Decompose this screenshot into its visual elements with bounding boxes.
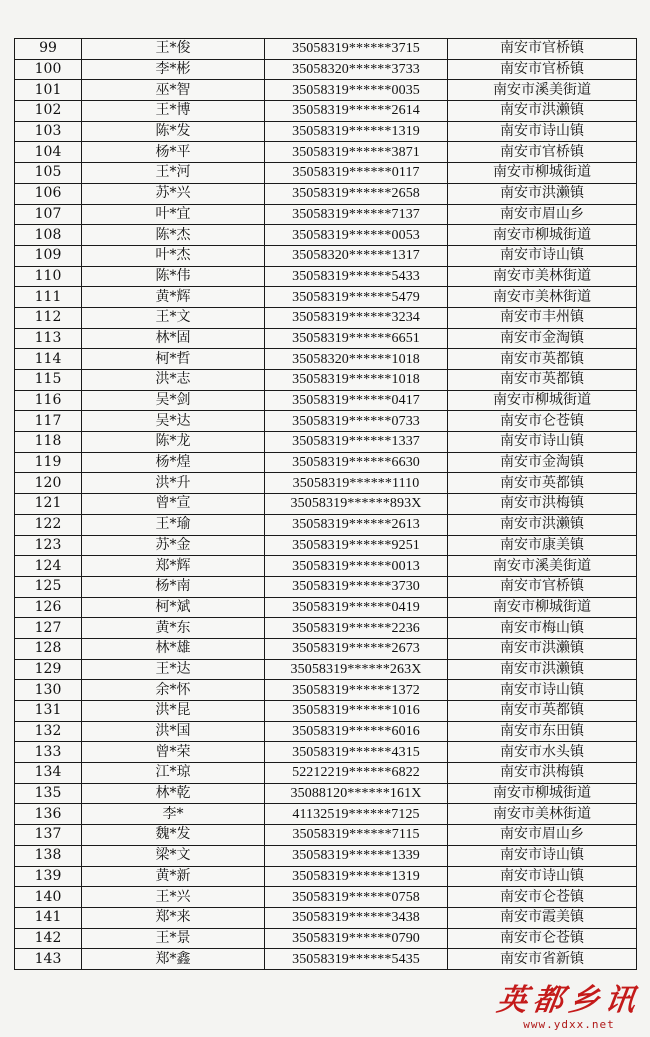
table-row bbox=[15, 121, 637, 142]
address-cell: 南安市金淘镇 bbox=[448, 328, 637, 349]
table-row bbox=[15, 638, 637, 659]
id-number-cell: 35058319******893X bbox=[265, 494, 448, 515]
table-row bbox=[15, 783, 637, 804]
table-row bbox=[15, 887, 637, 908]
table-row bbox=[15, 514, 637, 535]
address-cell: 南安市诗山镇 bbox=[448, 245, 637, 266]
row-number-cell: 133 bbox=[15, 742, 82, 763]
address-cell: 南安市洪梅镇 bbox=[448, 763, 637, 784]
row-number-cell: 120 bbox=[15, 473, 82, 494]
id-number-cell: 35058319******9251 bbox=[265, 535, 448, 556]
row-number-cell: 136 bbox=[15, 804, 82, 825]
row-number-cell: 117 bbox=[15, 411, 82, 432]
id-number-cell: 35058319******7115 bbox=[265, 825, 448, 846]
person-name-cell: 洪*昆 bbox=[82, 701, 265, 722]
table-row bbox=[15, 390, 637, 411]
watermark-title: 英都乡讯 bbox=[494, 983, 644, 1018]
id-number-cell: 35058319******5479 bbox=[265, 287, 448, 308]
row-number-cell: 110 bbox=[15, 266, 82, 287]
person-name-cell: 魏*发 bbox=[82, 825, 265, 846]
table-row bbox=[15, 804, 637, 825]
table-row bbox=[15, 494, 637, 515]
id-number-cell: 52212219******6822 bbox=[265, 763, 448, 784]
table-row bbox=[15, 59, 637, 80]
person-name-cell: 江*琼 bbox=[82, 763, 265, 784]
id-number-cell: 35058319******0419 bbox=[265, 597, 448, 618]
table-row bbox=[15, 163, 637, 184]
address-cell: 南安市仑苍镇 bbox=[448, 928, 637, 949]
id-number-cell: 35058320******1018 bbox=[265, 349, 448, 370]
person-name-cell: 陈*发 bbox=[82, 121, 265, 142]
id-number-cell: 35058319******1319 bbox=[265, 866, 448, 887]
table-row bbox=[15, 245, 637, 266]
table-row bbox=[15, 763, 637, 784]
row-number-cell: 129 bbox=[15, 659, 82, 680]
table-row bbox=[15, 556, 637, 577]
person-name-cell: 林*乾 bbox=[82, 783, 265, 804]
person-name-cell: 叶*宜 bbox=[82, 204, 265, 225]
table-row bbox=[15, 742, 637, 763]
person-name-cell: 苏*金 bbox=[82, 535, 265, 556]
person-name-cell: 叶*杰 bbox=[82, 245, 265, 266]
watermark bbox=[494, 984, 644, 1031]
row-number-cell: 106 bbox=[15, 183, 82, 204]
row-number-cell: 102 bbox=[15, 101, 82, 122]
person-name-cell: 王*博 bbox=[82, 101, 265, 122]
row-number-cell: 116 bbox=[15, 390, 82, 411]
table-row bbox=[15, 907, 637, 928]
id-number-cell: 35058320******1317 bbox=[265, 245, 448, 266]
id-number-cell: 35058319******5435 bbox=[265, 949, 448, 970]
address-cell: 南安市美林街道 bbox=[448, 266, 637, 287]
row-number-cell: 115 bbox=[15, 370, 82, 391]
watermark-url: www.ydxx.net bbox=[523, 1018, 615, 1031]
row-number-cell: 105 bbox=[15, 163, 82, 184]
name-list-sheet bbox=[14, 38, 632, 970]
person-name-cell: 王*景 bbox=[82, 928, 265, 949]
table-row bbox=[15, 370, 637, 391]
person-name-cell: 李*彬 bbox=[82, 59, 265, 80]
id-number-cell: 35058319******2236 bbox=[265, 618, 448, 639]
row-number-cell: 109 bbox=[15, 245, 82, 266]
row-number-cell: 123 bbox=[15, 535, 82, 556]
id-number-cell: 35058319******6651 bbox=[265, 328, 448, 349]
table-row bbox=[15, 183, 637, 204]
person-name-cell: 李* bbox=[82, 804, 265, 825]
row-number-cell: 139 bbox=[15, 866, 82, 887]
id-number-cell: 35058319******6016 bbox=[265, 721, 448, 742]
table-row bbox=[15, 101, 637, 122]
id-number-cell: 35058319******5433 bbox=[265, 266, 448, 287]
address-cell: 南安市柳城街道 bbox=[448, 390, 637, 411]
address-cell: 南安市洪濑镇 bbox=[448, 101, 637, 122]
table-row bbox=[15, 142, 637, 163]
id-number-cell: 41132519******7125 bbox=[265, 804, 448, 825]
person-name-cell: 吴*达 bbox=[82, 411, 265, 432]
person-name-cell: 王*达 bbox=[82, 659, 265, 680]
row-number-cell: 113 bbox=[15, 328, 82, 349]
table-row bbox=[15, 432, 637, 453]
row-number-cell: 114 bbox=[15, 349, 82, 370]
address-cell: 南安市仑苍镇 bbox=[448, 411, 637, 432]
person-name-cell: 林*固 bbox=[82, 328, 265, 349]
address-cell: 南安市省新镇 bbox=[448, 949, 637, 970]
address-cell: 南安市丰州镇 bbox=[448, 307, 637, 328]
row-number-cell: 137 bbox=[15, 825, 82, 846]
table-row bbox=[15, 618, 637, 639]
person-name-cell: 郑*来 bbox=[82, 907, 265, 928]
person-name-cell: 曾*宣 bbox=[82, 494, 265, 515]
row-number-cell: 142 bbox=[15, 928, 82, 949]
id-number-cell: 35058319******2614 bbox=[265, 101, 448, 122]
table-row bbox=[15, 576, 637, 597]
row-number-cell: 130 bbox=[15, 680, 82, 701]
id-number-cell: 35058319******1372 bbox=[265, 680, 448, 701]
id-number-cell: 35058319******2658 bbox=[265, 183, 448, 204]
row-number-cell: 99 bbox=[15, 39, 82, 60]
person-name-cell: 黄*东 bbox=[82, 618, 265, 639]
table-row bbox=[15, 225, 637, 246]
row-number-cell: 127 bbox=[15, 618, 82, 639]
address-cell: 南安市溪美街道 bbox=[448, 556, 637, 577]
row-number-cell: 128 bbox=[15, 638, 82, 659]
address-cell: 南安市康美镇 bbox=[448, 535, 637, 556]
row-number-cell: 101 bbox=[15, 80, 82, 101]
id-number-cell: 35058319******1339 bbox=[265, 845, 448, 866]
address-cell: 南安市诗山镇 bbox=[448, 680, 637, 701]
row-number-cell: 140 bbox=[15, 887, 82, 908]
row-number-cell: 103 bbox=[15, 121, 82, 142]
table-row bbox=[15, 328, 637, 349]
person-name-cell: 余*怀 bbox=[82, 680, 265, 701]
table-row bbox=[15, 39, 637, 60]
table-row bbox=[15, 721, 637, 742]
row-number-cell: 118 bbox=[15, 432, 82, 453]
row-number-cell: 112 bbox=[15, 307, 82, 328]
address-cell: 南安市柳城街道 bbox=[448, 597, 637, 618]
table-row bbox=[15, 349, 637, 370]
address-cell: 南安市柳城街道 bbox=[448, 225, 637, 246]
person-name-cell: 柯*哲 bbox=[82, 349, 265, 370]
address-cell: 南安市洪濑镇 bbox=[448, 514, 637, 535]
person-name-cell: 陈*龙 bbox=[82, 432, 265, 453]
person-name-cell: 杨*南 bbox=[82, 576, 265, 597]
row-number-cell: 108 bbox=[15, 225, 82, 246]
id-number-cell: 35058319******0035 bbox=[265, 80, 448, 101]
table-row bbox=[15, 535, 637, 556]
person-name-cell: 王*文 bbox=[82, 307, 265, 328]
person-name-cell: 王*兴 bbox=[82, 887, 265, 908]
id-number-cell: 35058319******3715 bbox=[265, 39, 448, 60]
person-name-cell: 梁*文 bbox=[82, 845, 265, 866]
row-number-cell: 121 bbox=[15, 494, 82, 515]
row-number-cell: 107 bbox=[15, 204, 82, 225]
person-name-cell: 柯*斌 bbox=[82, 597, 265, 618]
row-number-cell: 141 bbox=[15, 907, 82, 928]
person-name-cell: 黄*辉 bbox=[82, 287, 265, 308]
address-cell: 南安市柳城街道 bbox=[448, 163, 637, 184]
address-cell: 南安市官桥镇 bbox=[448, 59, 637, 80]
id-number-cell: 35058319******3234 bbox=[265, 307, 448, 328]
person-name-cell: 洪*国 bbox=[82, 721, 265, 742]
person-name-cell: 黄*新 bbox=[82, 866, 265, 887]
table-row bbox=[15, 949, 637, 970]
table-row bbox=[15, 473, 637, 494]
id-number-cell: 35058319******0790 bbox=[265, 928, 448, 949]
id-number-cell: 35058319******1110 bbox=[265, 473, 448, 494]
table-row bbox=[15, 845, 637, 866]
address-cell: 南安市水头镇 bbox=[448, 742, 637, 763]
table-row bbox=[15, 80, 637, 101]
table-row bbox=[15, 452, 637, 473]
person-name-cell: 吴*剑 bbox=[82, 390, 265, 411]
id-number-cell: 35088120******161X bbox=[265, 783, 448, 804]
table-row bbox=[15, 928, 637, 949]
row-number-cell: 111 bbox=[15, 287, 82, 308]
id-number-cell: 35058320******3733 bbox=[265, 59, 448, 80]
person-name-cell: 王*俊 bbox=[82, 39, 265, 60]
person-name-cell: 王*河 bbox=[82, 163, 265, 184]
id-number-cell: 35058319******3438 bbox=[265, 907, 448, 928]
address-cell: 南安市眉山乡 bbox=[448, 825, 637, 846]
id-number-cell: 35058319******1016 bbox=[265, 701, 448, 722]
person-name-cell: 陈*杰 bbox=[82, 225, 265, 246]
person-name-cell: 洪*升 bbox=[82, 473, 265, 494]
address-cell: 南安市官桥镇 bbox=[448, 142, 637, 163]
table-row bbox=[15, 701, 637, 722]
address-cell: 南安市金淘镇 bbox=[448, 452, 637, 473]
id-number-cell: 35058319******1018 bbox=[265, 370, 448, 391]
address-cell: 南安市美林街道 bbox=[448, 287, 637, 308]
address-cell: 南安市东田镇 bbox=[448, 721, 637, 742]
id-number-cell: 35058319******0053 bbox=[265, 225, 448, 246]
id-number-cell: 35058319******2673 bbox=[265, 638, 448, 659]
table-row bbox=[15, 204, 637, 225]
address-cell: 南安市诗山镇 bbox=[448, 866, 637, 887]
address-cell: 南安市英都镇 bbox=[448, 370, 637, 391]
id-number-cell: 35058319******7137 bbox=[265, 204, 448, 225]
row-number-cell: 100 bbox=[15, 59, 82, 80]
person-name-cell: 巫*智 bbox=[82, 80, 265, 101]
table-row bbox=[15, 307, 637, 328]
person-name-cell: 王*瑜 bbox=[82, 514, 265, 535]
address-cell: 南安市溪美街道 bbox=[448, 80, 637, 101]
address-cell: 南安市英都镇 bbox=[448, 349, 637, 370]
row-number-cell: 138 bbox=[15, 845, 82, 866]
id-number-cell: 35058319******1337 bbox=[265, 432, 448, 453]
address-cell: 南安市洪梅镇 bbox=[448, 494, 637, 515]
row-number-cell: 125 bbox=[15, 576, 82, 597]
person-name-cell: 郑*辉 bbox=[82, 556, 265, 577]
id-number-cell: 35058319******6630 bbox=[265, 452, 448, 473]
id-number-cell: 35058319******0417 bbox=[265, 390, 448, 411]
id-number-cell: 35058319******1319 bbox=[265, 121, 448, 142]
row-number-cell: 104 bbox=[15, 142, 82, 163]
row-number-cell: 131 bbox=[15, 701, 82, 722]
row-number-cell: 122 bbox=[15, 514, 82, 535]
table-row bbox=[15, 411, 637, 432]
id-number-cell: 35058319******2613 bbox=[265, 514, 448, 535]
row-number-cell: 134 bbox=[15, 763, 82, 784]
address-cell: 南安市眉山乡 bbox=[448, 204, 637, 225]
id-number-cell: 35058319******0758 bbox=[265, 887, 448, 908]
person-name-cell: 陈*伟 bbox=[82, 266, 265, 287]
person-name-cell: 苏*兴 bbox=[82, 183, 265, 204]
address-cell: 南安市官桥镇 bbox=[448, 576, 637, 597]
row-number-cell: 132 bbox=[15, 721, 82, 742]
person-name-cell: 曾*荣 bbox=[82, 742, 265, 763]
table-row bbox=[15, 825, 637, 846]
id-number-cell: 35058319******0013 bbox=[265, 556, 448, 577]
row-number-cell: 119 bbox=[15, 452, 82, 473]
table-row bbox=[15, 659, 637, 680]
row-number-cell: 135 bbox=[15, 783, 82, 804]
person-name-cell: 杨*平 bbox=[82, 142, 265, 163]
address-cell: 南安市诗山镇 bbox=[448, 121, 637, 142]
address-cell: 南安市霞美镇 bbox=[448, 907, 637, 928]
address-cell: 南安市洪濑镇 bbox=[448, 659, 637, 680]
address-cell: 南安市英都镇 bbox=[448, 473, 637, 494]
address-cell: 南安市仑苍镇 bbox=[448, 887, 637, 908]
table-row bbox=[15, 597, 637, 618]
person-name-cell: 杨*煌 bbox=[82, 452, 265, 473]
address-cell: 南安市美林街道 bbox=[448, 804, 637, 825]
table-row bbox=[15, 866, 637, 887]
address-cell: 南安市官桥镇 bbox=[448, 39, 637, 60]
person-name-cell: 郑*鑫 bbox=[82, 949, 265, 970]
person-name-cell: 林*雄 bbox=[82, 638, 265, 659]
address-cell: 南安市洪濑镇 bbox=[448, 183, 637, 204]
address-cell: 南安市梅山镇 bbox=[448, 618, 637, 639]
id-number-cell: 35058319******0117 bbox=[265, 163, 448, 184]
address-cell: 南安市诗山镇 bbox=[448, 432, 637, 453]
table-row bbox=[15, 266, 637, 287]
person-name-cell: 洪*志 bbox=[82, 370, 265, 391]
name-list-table bbox=[14, 38, 637, 970]
table-row bbox=[15, 680, 637, 701]
table-row bbox=[15, 287, 637, 308]
id-number-cell: 35058319******0733 bbox=[265, 411, 448, 432]
table-body bbox=[15, 39, 637, 970]
row-number-cell: 126 bbox=[15, 597, 82, 618]
id-number-cell: 35058319******4315 bbox=[265, 742, 448, 763]
id-number-cell: 35058319******3730 bbox=[265, 576, 448, 597]
address-cell: 南安市诗山镇 bbox=[448, 845, 637, 866]
address-cell: 南安市洪濑镇 bbox=[448, 638, 637, 659]
address-cell: 南安市柳城街道 bbox=[448, 783, 637, 804]
row-number-cell: 124 bbox=[15, 556, 82, 577]
id-number-cell: 35058319******263X bbox=[265, 659, 448, 680]
id-number-cell: 35058319******3871 bbox=[265, 142, 448, 163]
row-number-cell: 143 bbox=[15, 949, 82, 970]
address-cell: 南安市英都镇 bbox=[448, 701, 637, 722]
